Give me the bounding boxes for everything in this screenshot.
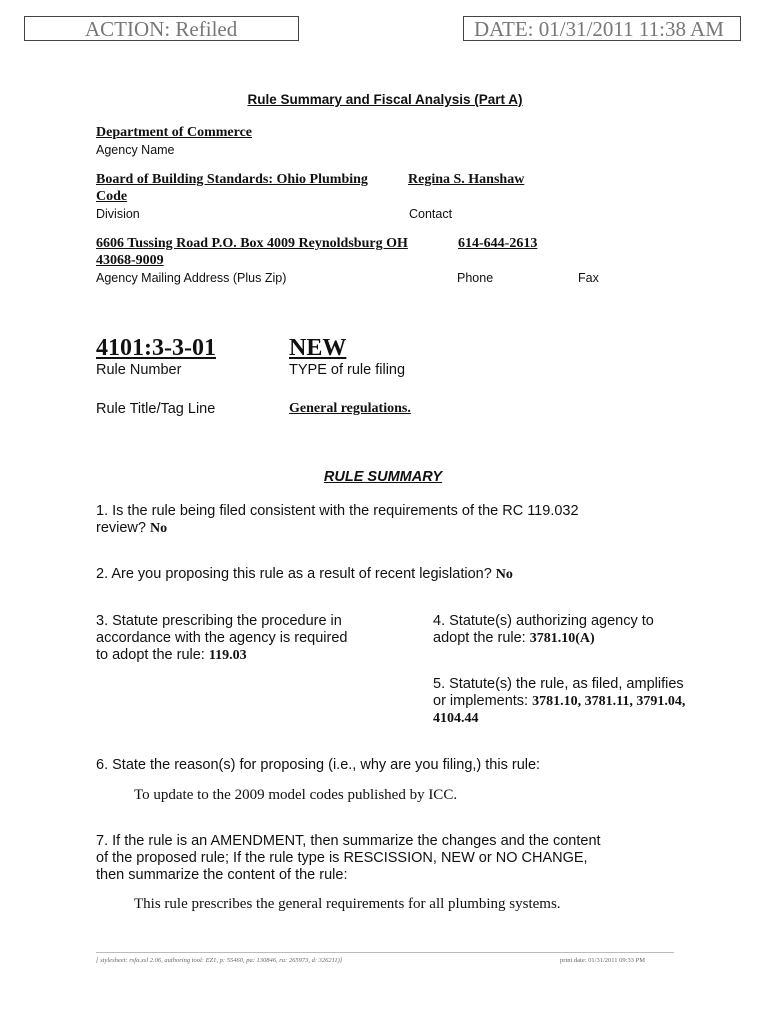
question-5-answer-line2: 4104.44 xyxy=(433,711,479,726)
question-3-line1: 3. Statute prescribing the procedure in xyxy=(96,613,342,629)
question-6: 6. State the reason(s) for proposing (i.e., why are you filing,) this rule: xyxy=(96,757,541,773)
rule-type-label: TYPE of rule filing xyxy=(289,362,406,378)
question-1-line1: 1. Is the rule being filed consistent with the requirements of the RC 119.032 xyxy=(96,503,579,519)
question-2-answer: No xyxy=(495,567,513,582)
question-5-text: or implements: xyxy=(433,693,529,709)
date-text: DATE: 01/31/2011 11:38 AM xyxy=(474,17,724,41)
rule-type: NEW xyxy=(289,335,347,361)
question-7-line2: of the proposed rule; If the rule type is RESCISSION, NEW or NO CHANGE, xyxy=(96,850,588,866)
question-3-text: to adopt the rule: xyxy=(96,647,205,663)
date-box xyxy=(463,16,741,41)
rule-title-label: Rule Title/Tag Line xyxy=(96,401,216,417)
question-3-line3 xyxy=(96,647,416,664)
question-1-line2 xyxy=(96,520,736,537)
rule-number: 4101:3-3-01 xyxy=(96,335,216,361)
footer-stylesheet: [ stylesheet: rsfa.xsl 2.06, authoring tool: EZ1, p: 55460, pa: 130846, ra: 265973, d: 326211)] xyxy=(96,957,343,964)
question-7-line1: 7. If the rule is an AMENDMENT, then summarize the changes and the content xyxy=(96,833,601,849)
question-5-line1: 5. Statute(s) the rule, as filed, amplifies xyxy=(433,676,684,692)
rule-summary-heading: RULE SUMMARY xyxy=(323,469,443,485)
question-1 xyxy=(96,503,736,537)
question-6-answer: To update to the 2009 model codes published by ICC. xyxy=(134,787,458,803)
question-5-line2 xyxy=(433,693,753,710)
question-3-answer: 119.03 xyxy=(208,648,247,663)
footer-print-date: print date: 01/31/2011 09:33 PM xyxy=(560,957,645,964)
question-2-text: 2. Are you proposing this rule as a result of recent legislation? xyxy=(96,566,492,582)
page-title: Rule Summary and Fiscal Analysis (Part A) xyxy=(247,92,523,107)
question-1-text: review? xyxy=(96,520,146,536)
contact-label: Contact xyxy=(409,207,453,221)
question-4-text: adopt the rule: xyxy=(433,630,526,646)
question-7 xyxy=(96,833,756,884)
agency-name-label: Agency Name xyxy=(96,143,175,157)
question-2 xyxy=(96,566,736,583)
contact-value: Regina S. Hanshaw xyxy=(408,172,525,187)
division-label: Division xyxy=(96,207,140,221)
action-text: ACTION: Refiled xyxy=(85,17,238,41)
question-5-answer: 3781.10, 3781.11, 3791.04, xyxy=(532,694,686,709)
question-3 xyxy=(96,613,416,664)
question-1-answer: No xyxy=(150,521,168,536)
question-3-line2: accordance with the agency is required xyxy=(96,630,348,646)
address-value: 6606 Tussing Road P.O. Box 4009 Reynoldsburg OH xyxy=(96,236,408,251)
address-value-line2: 43068-9009 xyxy=(96,253,164,268)
division-value: Board of Building Standards: Ohio Plumbing xyxy=(96,172,368,187)
question-4 xyxy=(433,613,753,647)
question-7-answer: This rule prescribes the general requirements for all plumbing systems. xyxy=(134,896,561,912)
agency-name: Department of Commerce xyxy=(96,125,253,140)
phone-label: Phone xyxy=(457,271,494,285)
phone-value: 614-644-2613 xyxy=(458,236,538,251)
question-4-line1: 4. Statute(s) authorizing agency to xyxy=(433,613,654,629)
question-7-line3: then summarize the content of the rule: xyxy=(96,867,348,883)
question-4-answer: 3781.10(A) xyxy=(529,631,595,646)
rule-title: General regulations. xyxy=(289,401,411,416)
fax-label: Fax xyxy=(578,271,599,285)
action-box xyxy=(24,16,299,41)
question-4-line2 xyxy=(433,630,753,647)
address-label: Agency Mailing Address (Plus Zip) xyxy=(96,271,287,285)
division-value-line2: Code xyxy=(96,189,128,204)
rule-number-label: Rule Number xyxy=(96,362,182,378)
footer-divider xyxy=(96,952,674,953)
question-5 xyxy=(433,676,753,727)
